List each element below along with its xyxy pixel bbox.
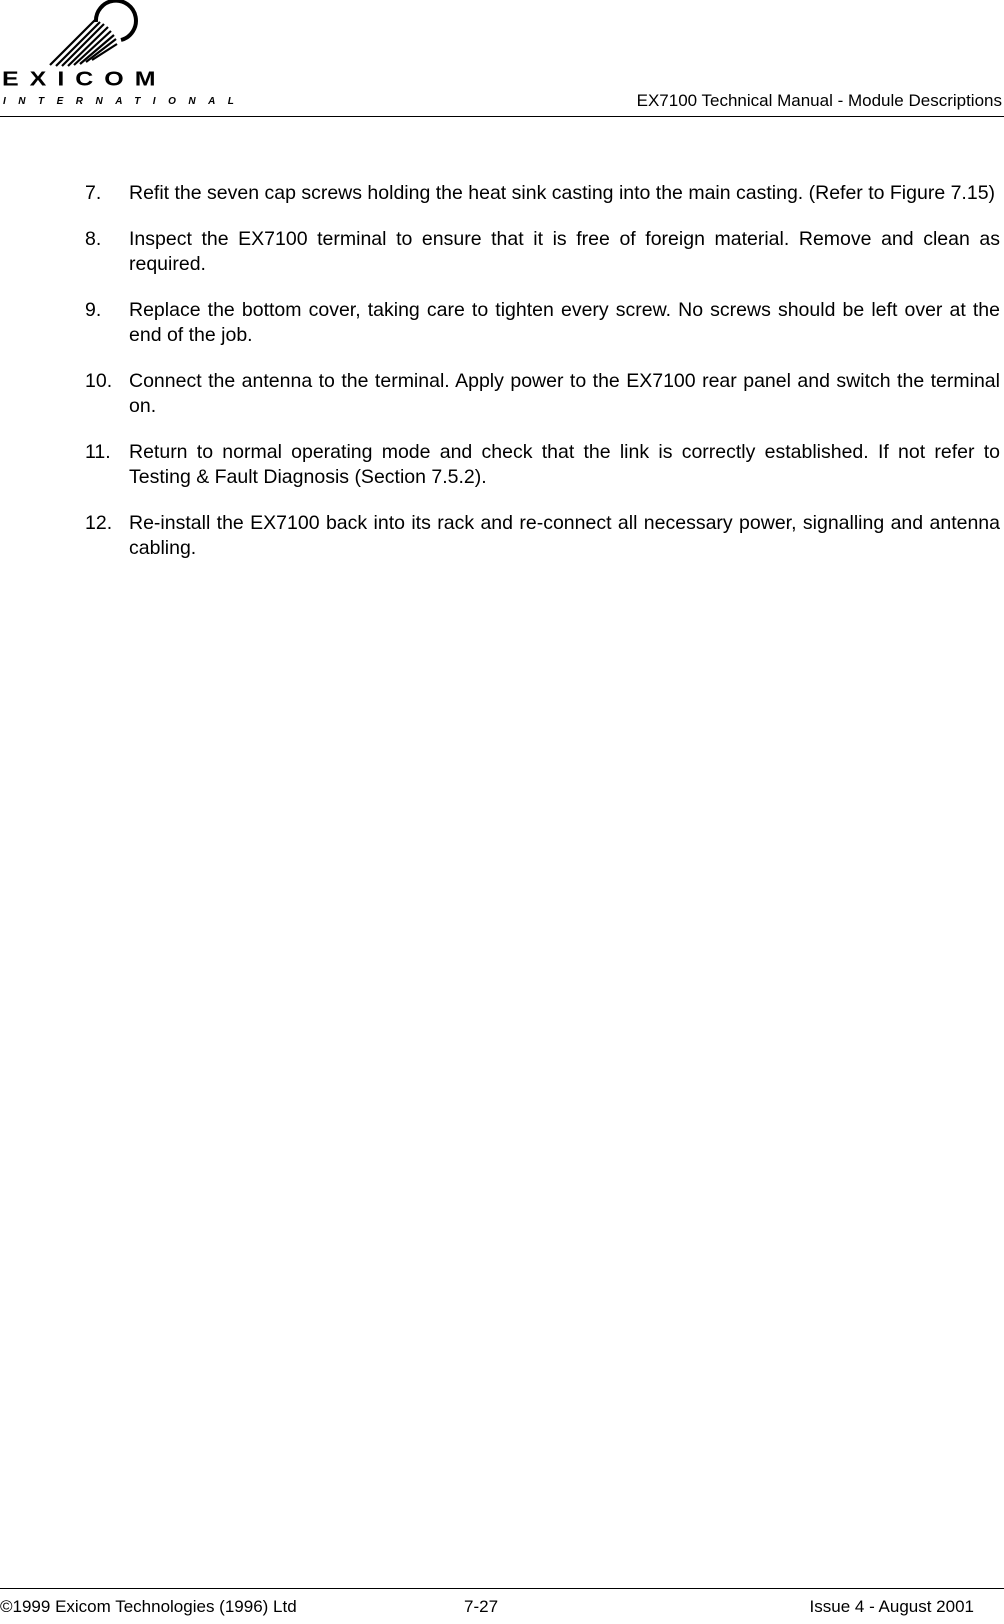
step-number: 8. [85,228,102,250]
footer-copyright: ©1999 Exicom Technologies (1996) Ltd [0,1597,297,1616]
page-number: 7-27 [464,1597,499,1616]
step-text: Inspect the EX7100 terminal to ensure that it is free of foreign material. Remove and clean as required. [129,228,1000,275]
exicom-logo [0,0,247,112]
step-number: 7. [85,182,102,204]
step-number: 11. [85,441,111,463]
svg-text:EXICOM: EXICOM [2,67,167,91]
step-number: 10. [85,370,113,392]
footer-issue: Issue 4 - August 2001 [809,1597,974,1616]
header-title: EX7100 Technical Manual - Module Descriptions [636,91,1002,110]
step-text: Connect the antenna to the terminal. Apply power to the EX7100 rear panel and switch the terminal on. [129,370,1000,417]
step-text: Refit the seven cap screws holding the heat sink casting into the main casting. (Refer to Figure 7.15) [129,182,996,204]
list-item [85,369,1000,419]
exicom-globe-logo-icon [0,0,247,112]
step-text: Return to normal operating mode and check that the link is correctly established. If not refer to Testing & Fault Diagnosis (Section 7.5.2). [129,441,1000,488]
footer-divider [0,1588,1004,1589]
step-text: Replace the bottom cover, taking care to tighten every screw. No screws should be left over at the end of the job. [129,299,1000,346]
svg-text:INTERNATIONAL: INTERNATIONAL [3,96,247,107]
step-number: 9. [85,299,102,321]
list-item [85,298,1000,348]
list-item [85,227,1000,277]
list-item [85,511,1000,561]
procedure-steps [85,181,1000,582]
step-number: 12. [85,512,113,534]
header-divider [0,116,1004,117]
list-item [85,440,1000,490]
list-item [85,181,1000,206]
step-text: Re-install the EX7100 back into its rack and re-connect all necessary power, signalling and antenna cabling. [129,512,1000,559]
